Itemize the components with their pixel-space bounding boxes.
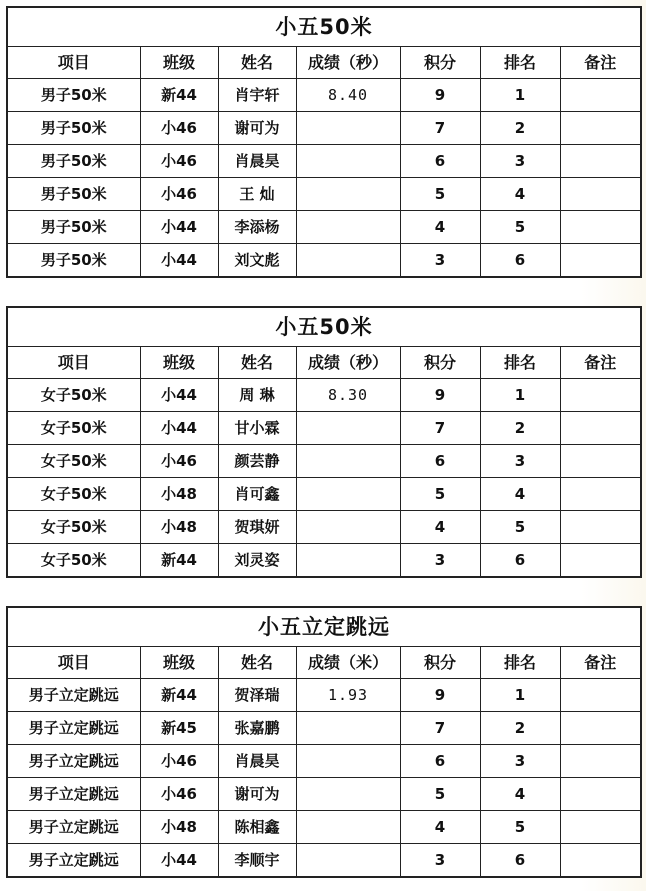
points-cell: 4 [400,811,480,844]
points-cell: 6 [400,445,480,478]
class-cell: 新44 [140,679,218,712]
score-cell [296,445,400,478]
score-cell [296,544,400,578]
column-header: 姓名 [218,347,296,379]
class-cell: 小46 [140,745,218,778]
points-cell: 7 [400,712,480,745]
column-header: 成绩（米） [296,647,400,679]
note-cell [560,778,641,811]
points-cell: 6 [400,145,480,178]
score-cell [296,778,400,811]
note-cell [560,445,641,478]
rank-cell: 1 [480,79,560,112]
note-cell [560,511,641,544]
class-cell: 小46 [140,178,218,211]
name-cell: 陈相鑫 [218,811,296,844]
table-row [7,211,641,244]
class-cell: 小46 [140,778,218,811]
table-header-row [7,47,641,79]
class-cell: 小44 [140,379,218,412]
rank-cell: 2 [480,712,560,745]
class-cell: 小46 [140,112,218,145]
name-cell: 贺琪妍 [218,511,296,544]
column-header: 排名 [480,347,560,379]
column-header: 姓名 [218,47,296,79]
name-cell: 李添杨 [218,211,296,244]
event-cell: 男子50米 [7,244,140,278]
rank-cell: 4 [480,478,560,511]
points-cell: 3 [400,544,480,578]
column-header: 项目 [7,47,140,79]
class-cell: 新44 [140,544,218,578]
name-cell: 周 琳 [218,379,296,412]
score-cell [296,745,400,778]
table-header-row [7,647,641,679]
event-cell: 男子50米 [7,79,140,112]
rank-cell: 3 [480,145,560,178]
points-cell: 3 [400,844,480,878]
rank-cell: 5 [480,511,560,544]
table-row [7,778,641,811]
score-cell: 8.30 [296,379,400,412]
rank-cell: 5 [480,211,560,244]
event-cell: 女子50米 [7,379,140,412]
note-cell [560,844,641,878]
score-cell [296,145,400,178]
class-cell: 小46 [140,145,218,178]
name-cell: 肖可鑫 [218,478,296,511]
name-cell: 贺泽瑞 [218,679,296,712]
points-cell: 5 [400,178,480,211]
event-cell: 男子立定跳远 [7,811,140,844]
score-table [6,306,642,578]
column-header: 姓名 [218,647,296,679]
table-title: 小五50米 [7,7,641,47]
note-cell [560,211,641,244]
rank-cell: 1 [480,679,560,712]
table-title-row [7,7,641,47]
table-row [7,679,641,712]
name-cell: 刘文彪 [218,244,296,278]
column-header: 成绩（秒） [296,47,400,79]
table-title-row [7,307,641,347]
note-cell [560,712,641,745]
score-table [6,606,642,878]
note-cell [560,244,641,278]
table-row [7,412,641,445]
table-row [7,445,641,478]
points-cell: 6 [400,745,480,778]
event-cell: 男子立定跳远 [7,712,140,745]
table-row [7,379,641,412]
rank-cell: 4 [480,178,560,211]
note-cell [560,145,641,178]
points-cell: 9 [400,679,480,712]
class-cell: 小44 [140,844,218,878]
event-cell: 男子立定跳远 [7,778,140,811]
note-cell [560,745,641,778]
table-row [7,544,641,578]
column-header: 班级 [140,647,218,679]
class-cell: 新44 [140,79,218,112]
rank-cell: 3 [480,745,560,778]
note-cell [560,178,641,211]
event-cell: 女子50米 [7,412,140,445]
name-cell: 刘灵姿 [218,544,296,578]
event-cell: 男子50米 [7,112,140,145]
column-header: 项目 [7,647,140,679]
class-cell: 小44 [140,211,218,244]
score-cell: 8.40 [296,79,400,112]
note-cell [560,412,641,445]
name-cell: 谢可为 [218,778,296,811]
name-cell: 张嘉鹏 [218,712,296,745]
name-cell: 谢可为 [218,112,296,145]
score-cell [296,244,400,278]
rank-cell: 2 [480,412,560,445]
points-cell: 9 [400,79,480,112]
column-header: 积分 [400,347,480,379]
score-cell [296,712,400,745]
table-row [7,145,641,178]
table-row [7,79,641,112]
score-cell [296,844,400,878]
points-cell: 9 [400,379,480,412]
table-row [7,811,641,844]
name-cell: 肖晨昊 [218,145,296,178]
name-cell: 王 灿 [218,178,296,211]
event-cell: 男子50米 [7,145,140,178]
points-cell: 7 [400,112,480,145]
event-cell: 女子50米 [7,511,140,544]
score-cell [296,478,400,511]
score-cell [296,811,400,844]
score-cell: 1.93 [296,679,400,712]
name-cell: 李顺宇 [218,844,296,878]
name-cell: 肖晨昊 [218,745,296,778]
column-header: 成绩（秒） [296,347,400,379]
column-header: 项目 [7,347,140,379]
rank-cell: 3 [480,445,560,478]
table-row [7,511,641,544]
table-title: 小五立定跳远 [7,607,641,647]
table-title-row [7,607,641,647]
event-cell: 女子50米 [7,445,140,478]
event-cell: 男子50米 [7,211,140,244]
column-header: 积分 [400,47,480,79]
points-cell: 5 [400,778,480,811]
column-header: 排名 [480,47,560,79]
class-cell: 新45 [140,712,218,745]
rank-cell: 4 [480,778,560,811]
name-cell: 甘小霖 [218,412,296,445]
rank-cell: 6 [480,544,560,578]
note-cell [560,478,641,511]
table-row [7,478,641,511]
score-cell [296,178,400,211]
table-row [7,844,641,878]
table-row [7,712,641,745]
score-cell [296,511,400,544]
rank-cell: 1 [480,379,560,412]
table-title: 小五50米 [7,307,641,347]
column-header: 备注 [560,47,641,79]
points-cell: 4 [400,511,480,544]
points-cell: 5 [400,478,480,511]
name-cell: 肖宇轩 [218,79,296,112]
class-cell: 小46 [140,445,218,478]
note-cell [560,811,641,844]
note-cell [560,679,641,712]
name-cell: 颜芸静 [218,445,296,478]
table-row [7,244,641,278]
note-cell [560,79,641,112]
points-cell: 7 [400,412,480,445]
note-cell [560,112,641,145]
class-cell: 小44 [140,244,218,278]
points-cell: 3 [400,244,480,278]
event-cell: 男子立定跳远 [7,679,140,712]
score-cell [296,211,400,244]
class-cell: 小48 [140,511,218,544]
points-cell: 4 [400,211,480,244]
class-cell: 小44 [140,412,218,445]
event-cell: 男子立定跳远 [7,844,140,878]
column-header: 备注 [560,647,641,679]
rank-cell: 2 [480,112,560,145]
note-cell [560,379,641,412]
table-row [7,178,641,211]
note-cell [560,544,641,578]
rank-cell: 5 [480,811,560,844]
score-cell [296,112,400,145]
table-row [7,112,641,145]
column-header: 排名 [480,647,560,679]
class-cell: 小48 [140,478,218,511]
rank-cell: 6 [480,244,560,278]
column-header: 积分 [400,647,480,679]
column-header: 班级 [140,347,218,379]
column-header: 班级 [140,47,218,79]
table-header-row [7,347,641,379]
column-header: 备注 [560,347,641,379]
rank-cell: 6 [480,844,560,878]
event-cell: 女子50米 [7,544,140,578]
event-cell: 女子50米 [7,478,140,511]
score-cell [296,412,400,445]
event-cell: 男子50米 [7,178,140,211]
event-cell: 男子立定跳远 [7,745,140,778]
table-row [7,745,641,778]
score-table [6,6,642,278]
class-cell: 小48 [140,811,218,844]
